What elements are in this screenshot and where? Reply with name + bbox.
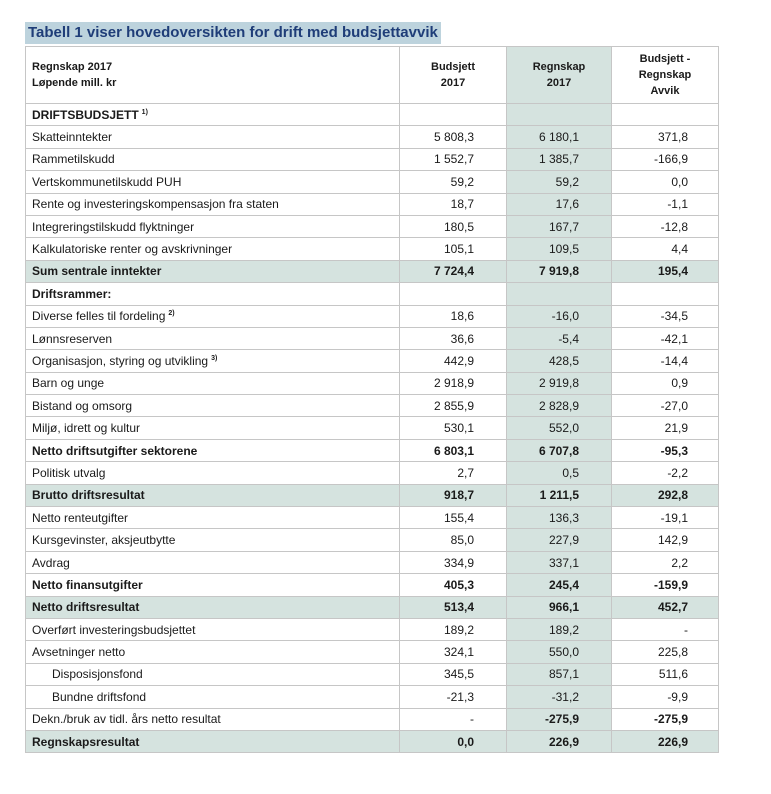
row-label-text: Regnskapsresultat [32, 734, 140, 749]
accounts-value: 17,6 [507, 193, 612, 215]
deviation-value: -275,9 [612, 708, 719, 730]
budget-value [400, 283, 507, 305]
accounts-value: -5,4 [507, 327, 612, 349]
budget-value: 155,4 [400, 507, 507, 529]
budget-value: 6 803,1 [400, 439, 507, 461]
table-row [26, 730, 719, 752]
table-row [26, 193, 719, 215]
table-row [26, 327, 719, 349]
deviation-value: 371,8 [612, 126, 719, 148]
budget-value: 85,0 [400, 529, 507, 551]
table-row [26, 215, 719, 237]
accounts-value: 428,5 [507, 350, 612, 372]
row-label-text: Barn og unge [32, 376, 105, 391]
row-label [26, 529, 400, 551]
table-row [26, 283, 719, 305]
row-label [26, 126, 400, 148]
accounts-value: 245,4 [507, 574, 612, 596]
deviation-value: 292,8 [612, 484, 719, 506]
budget-value: 405,3 [400, 574, 507, 596]
row-label-text: Netto renteutgifter [32, 510, 129, 525]
budget-value: 530,1 [400, 417, 507, 439]
budget-value: 5 808,3 [400, 126, 507, 148]
table-row [26, 596, 719, 618]
budget-value: 189,2 [400, 618, 507, 640]
row-label [26, 372, 400, 394]
accounts-value: 0,5 [507, 462, 612, 484]
row-label [26, 327, 400, 349]
deviation-value: 226,9 [612, 730, 719, 752]
budget-value: 105,1 [400, 238, 507, 260]
budget-value [400, 104, 507, 126]
row-label [26, 708, 400, 730]
budget-value: 59,2 [400, 171, 507, 193]
header-line: Budsjett - [639, 53, 691, 65]
row-label-text: Kalkulatoriske renter og avskrivninger [32, 242, 233, 257]
budget-value: 334,9 [400, 551, 507, 573]
table-row [26, 462, 719, 484]
deviation-value [612, 104, 719, 126]
row-label-text: Vertskommunetilskudd PUH [32, 174, 182, 189]
deviation-value: 195,4 [612, 260, 719, 282]
accounts-value: 552,0 [507, 417, 612, 439]
row-label [26, 104, 400, 126]
row-label [26, 507, 400, 529]
budget-value: 18,6 [400, 305, 507, 327]
deviation-value [612, 283, 719, 305]
budget-value: 7 724,4 [400, 260, 507, 282]
header-deviation-column [612, 47, 719, 104]
table-row [26, 439, 719, 461]
accounts-value: 550,0 [507, 641, 612, 663]
budget-value: 345,5 [400, 663, 507, 685]
accounts-value [507, 283, 612, 305]
budget-value: 2 855,9 [400, 395, 507, 417]
row-label [26, 686, 400, 708]
footnote-marker: 3) [211, 354, 218, 362]
table-row [26, 260, 719, 282]
accounts-value: 167,7 [507, 215, 612, 237]
budget-value: 513,4 [400, 596, 507, 618]
row-label-text: Skatteinntekter [32, 130, 113, 145]
accounts-value: 6 180,1 [507, 126, 612, 148]
header-line: Budsjett [431, 61, 475, 73]
row-label-text: Dekn./bruk av tidl. års netto resultat [32, 712, 221, 727]
table-header [26, 47, 719, 104]
accounts-value: 1 211,5 [507, 484, 612, 506]
deviation-value: -9,9 [612, 686, 719, 708]
accounts-value: 189,2 [507, 618, 612, 640]
accounts-value: 7 919,8 [507, 260, 612, 282]
budget-value: 442,9 [400, 350, 507, 372]
table-row [26, 350, 719, 372]
deviation-value: -1,1 [612, 193, 719, 215]
table-row [26, 618, 719, 640]
budget-value: 36,6 [400, 327, 507, 349]
row-label-text: Diverse felles til fordeling [32, 309, 166, 324]
table-row [26, 574, 719, 596]
table-row [26, 686, 719, 708]
deviation-value: 2,2 [612, 551, 719, 573]
table-row [26, 238, 719, 260]
row-label [26, 215, 400, 237]
row-label-text: Bistand og omsorg [32, 398, 133, 413]
table-row [26, 171, 719, 193]
row-label [26, 350, 400, 372]
deviation-value: 511,6 [612, 663, 719, 685]
row-label-text: Lønnsreserven [32, 331, 113, 346]
row-label-text: Netto driftsutgifter sektorene [32, 443, 198, 458]
header-line: 2017 [546, 77, 572, 89]
row-label [26, 417, 400, 439]
deviation-value: 225,8 [612, 641, 719, 663]
budget-value: 2,7 [400, 462, 507, 484]
header-line: Regnskap [638, 69, 692, 81]
deviation-value: -42,1 [612, 327, 719, 349]
budget-value: 1 552,7 [400, 148, 507, 170]
deviation-value: -159,9 [612, 574, 719, 596]
accounts-value: 1 385,7 [507, 148, 612, 170]
header-line: Avvik [650, 85, 680, 97]
table-row [26, 104, 719, 126]
row-label-text: Miljø, idrett og kultur [32, 421, 141, 436]
accounts-value [507, 104, 612, 126]
row-label [26, 618, 400, 640]
row-label-text: Rente og investeringskompensasjon fra staten [32, 197, 279, 212]
row-label [26, 238, 400, 260]
header-line: Løpende mill. kr [32, 77, 117, 89]
header-row [26, 47, 719, 104]
deviation-value: 0,0 [612, 171, 719, 193]
row-label [26, 395, 400, 417]
deviation-value: -95,3 [612, 439, 719, 461]
table-row [26, 417, 719, 439]
table-row [26, 372, 719, 394]
row-label [26, 193, 400, 215]
row-label-text: Rammetilskudd [32, 152, 115, 167]
deviation-value: -19,1 [612, 507, 719, 529]
row-label [26, 148, 400, 170]
row-label [26, 484, 400, 506]
row-label [26, 663, 400, 685]
row-label-text: Integreringstilskudd flyktninger [32, 219, 195, 234]
deviation-value: -34,5 [612, 305, 719, 327]
row-label [26, 574, 400, 596]
table-row [26, 484, 719, 506]
row-label [26, 462, 400, 484]
accounts-value: 59,2 [507, 171, 612, 193]
deviation-value: -2,2 [612, 462, 719, 484]
accounts-value: -31,2 [507, 686, 612, 708]
header-line: 2017 [440, 77, 466, 89]
accounts-value: 966,1 [507, 596, 612, 618]
accounts-value: 227,9 [507, 529, 612, 551]
table-row [26, 663, 719, 685]
row-label-text: Overført investeringsbudsjettet [32, 622, 196, 637]
accounts-value: 226,9 [507, 730, 612, 752]
row-label [26, 730, 400, 752]
row-label-text: Driftsrammer: [32, 286, 112, 301]
table-row [26, 529, 719, 551]
row-label-text: Politisk utvalg [32, 465, 106, 480]
row-label-text: Avsetninger netto [32, 645, 126, 660]
row-label [26, 641, 400, 663]
row-label [26, 305, 400, 327]
deviation-value: -14,4 [612, 350, 719, 372]
deviation-value: 0,9 [612, 372, 719, 394]
table-row [26, 126, 719, 148]
deviation-value: 21,9 [612, 417, 719, 439]
row-label-text: DRIFTSBUDSJETT [32, 107, 139, 122]
accounts-value: -16,0 [507, 305, 612, 327]
row-label [26, 171, 400, 193]
footnote-marker: 1) [141, 108, 148, 116]
budget-value: 918,7 [400, 484, 507, 506]
accounts-value: 109,5 [507, 238, 612, 260]
accounts-value: 2 828,9 [507, 395, 612, 417]
deviation-value: 142,9 [612, 529, 719, 551]
row-label-text: Netto finansutgifter [32, 577, 143, 592]
budget-value: 2 918,9 [400, 372, 507, 394]
row-label [26, 439, 400, 461]
row-label-text: Bundne driftsfond [52, 689, 147, 704]
budget-value: 324,1 [400, 641, 507, 663]
budget-value: -21,3 [400, 686, 507, 708]
row-label-text: Brutto driftsresultat [32, 488, 145, 503]
header-budget-column [400, 47, 507, 104]
deviation-value: -166,9 [612, 148, 719, 170]
row-label [26, 596, 400, 618]
deviation-value: 4,4 [612, 238, 719, 260]
table-row [26, 305, 719, 327]
table-title: Tabell 1 viser hovedoversikten for drift med budsjettavvik [25, 22, 441, 44]
deviation-value: - [612, 618, 719, 640]
header-line: Regnskap 2017 [32, 61, 113, 73]
table-row [26, 395, 719, 417]
table-row [26, 507, 719, 529]
budget-value: - [400, 708, 507, 730]
accounts-value: 857,1 [507, 663, 612, 685]
deviation-value: -12,8 [612, 215, 719, 237]
accounts-value: 6 707,8 [507, 439, 612, 461]
table-row [26, 551, 719, 573]
table-row [26, 708, 719, 730]
budget-value: 0,0 [400, 730, 507, 752]
header-accounts-column [507, 47, 612, 104]
table-row [26, 641, 719, 663]
deviation-value: 452,7 [612, 596, 719, 618]
accounts-value: 2 919,8 [507, 372, 612, 394]
row-label-text: Netto driftsresultat [32, 600, 140, 615]
deviation-value: -27,0 [612, 395, 719, 417]
row-label-text: Avdrag [32, 555, 70, 570]
header-label-column [26, 47, 400, 104]
row-label-text: Sum sentrale inntekter [32, 264, 162, 279]
header-line: Regnskap [532, 61, 586, 73]
accounts-value: 136,3 [507, 507, 612, 529]
row-label-text: Organisasjon, styring og utvikling [32, 353, 209, 368]
budget-value: 180,5 [400, 215, 507, 237]
budget-value: 18,7 [400, 193, 507, 215]
accounts-value: -275,9 [507, 708, 612, 730]
table-body [26, 104, 719, 753]
row-label-text: Kursgevinster, aksjeutbytte [32, 533, 176, 548]
table-row [26, 148, 719, 170]
row-label [26, 551, 400, 573]
accounts-value: 337,1 [507, 551, 612, 573]
footnote-marker: 2) [168, 310, 175, 318]
budget-table [25, 46, 719, 753]
row-label [26, 260, 400, 282]
row-label-text: Disposisjonsfond [52, 667, 143, 682]
row-label [26, 283, 400, 305]
